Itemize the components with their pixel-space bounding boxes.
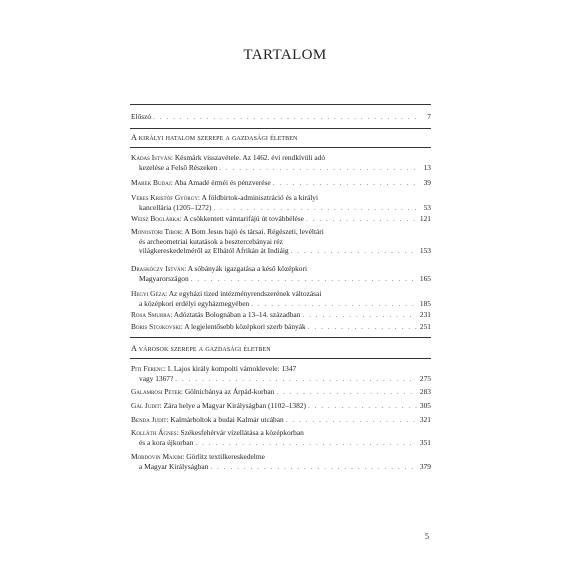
entry-author: Hegyi Géza: — [131, 289, 168, 298]
entry-title: kezelése a Felső Részeken — [139, 162, 218, 172]
toc-entry — [131, 178, 431, 188]
entry-title: Késmárk visszavétele. Az 1462. évi rendkívüli adó — [174, 153, 326, 162]
entry-page: 165 — [419, 273, 431, 283]
leader-dots — [213, 204, 417, 214]
leader-dots — [273, 179, 417, 189]
toc-entry — [131, 310, 431, 320]
section-rule — [130, 147, 431, 148]
toc-entry — [131, 322, 431, 332]
entry-page: 251 — [419, 322, 431, 331]
entry-author: Kolláth Ágnes: — [131, 428, 179, 437]
leader-dots — [308, 323, 417, 333]
leader-dots — [195, 439, 417, 449]
page-title: TARTALOM — [243, 47, 327, 63]
entry-author: Kádas István: — [131, 153, 173, 162]
toc-entry-foreword — [131, 112, 431, 122]
toc-entry — [131, 452, 431, 471]
entry-page: 7 — [427, 112, 431, 121]
leader-dots — [153, 113, 417, 123]
toc-entry — [131, 401, 431, 411]
entry-author: Gál Judit: — [131, 401, 162, 410]
section-heading: A városok szerepe a gazdasági életben — [131, 344, 271, 353]
entry-author: Boris Stojkovski: — [131, 322, 183, 331]
leader-dots — [286, 416, 417, 426]
top-rule — [130, 104, 431, 105]
leader-dots — [306, 215, 417, 225]
entry-page: 13 — [423, 162, 431, 172]
toc-entry — [131, 214, 431, 224]
toc-entry — [131, 227, 431, 256]
entry-title: I. Lajos király kompolti vámoklevele: 1347 — [167, 364, 297, 373]
toc-entry — [131, 387, 431, 397]
entry-page: 305 — [419, 401, 431, 410]
entry-title: A csökkentett vámtarifájú út továbbélése — [183, 214, 304, 223]
section-rule — [130, 128, 431, 129]
leader-dots — [276, 388, 417, 398]
entry-page: 283 — [419, 387, 431, 396]
toc-entry — [131, 364, 431, 383]
entry-author: Benda Judit: — [131, 415, 169, 424]
leader-dots — [175, 375, 417, 385]
entry-title: Előszó — [131, 112, 152, 121]
entry-page: 275 — [419, 373, 431, 383]
entry-page: 53 — [423, 202, 431, 212]
entry-title: a Magyar Királyságban — [139, 461, 209, 471]
entry-author: Rosa Smurra: — [131, 310, 173, 319]
page-number: 5 — [425, 532, 429, 541]
leader-dots — [210, 463, 417, 473]
entry-page: 121 — [419, 214, 431, 223]
toc-entry — [131, 415, 431, 425]
toc-entry — [131, 153, 431, 172]
entry-author: Mordovin Maxim: — [131, 452, 185, 461]
entry-title: Székesfehérvár vízellátása a középkorban — [180, 428, 304, 437]
entry-page: 321 — [419, 415, 431, 424]
entry-title: vagy 1367? — [139, 373, 174, 383]
section-rule — [130, 358, 431, 359]
leader-dots — [191, 275, 417, 285]
entry-page: 379 — [419, 461, 431, 471]
entry-author: Piti Ferenc: — [131, 364, 166, 373]
entry-title: Az egyházi tized intézményrendszerének változásai — [168, 289, 322, 298]
entry-title: és archeometriai kutatások a besztercebányai réz — [139, 236, 283, 246]
entry-page: 351 — [419, 437, 431, 447]
entry-title: A Bom Jesus hajó és társai. Régészeti, levéltári — [184, 227, 324, 236]
leader-dots — [302, 311, 417, 321]
toc-entry — [131, 193, 431, 212]
leader-dots — [308, 402, 417, 412]
toc-entry — [131, 264, 431, 283]
entry-author: Weisz Boglárka: — [131, 214, 182, 223]
entry-page: 153 — [419, 246, 431, 255]
toc-entry — [131, 428, 431, 447]
entry-page: 39 — [423, 178, 431, 187]
entry-author: Draskóczy István: — [131, 264, 187, 273]
entry-author: Monostori Tibor: — [131, 227, 183, 236]
entry-title: kancellária (1205–1272) — [139, 202, 212, 212]
section-rule — [130, 337, 431, 338]
section-heading: A királyi hatalom szerepe a gazdasági életben — [131, 133, 298, 142]
entry-title: A sóbányák igazgatása a késő középkori — [187, 264, 308, 273]
entry-title: világkereskedelméről az Elbától Afrikán át Indiáig — [139, 246, 289, 255]
entry-author: Marek Budaj: — [131, 178, 173, 187]
entry-title: a középkori erdélyi egyházmegyében — [139, 298, 250, 308]
entry-title: Kalmárboltok a budai Kalmár utcában — [170, 415, 284, 424]
entry-page: 231 — [419, 310, 431, 319]
entry-title: A földbirtok-adminisztráció és a királyi — [201, 193, 319, 202]
entry-author: Galambosi Péter: — [131, 387, 183, 396]
entry-title: Magyarországon — [139, 273, 189, 283]
entry-title: és a kora újkorban — [139, 437, 194, 447]
entry-title: Görlitz textilkereskedelme — [186, 452, 265, 461]
entry-title: Aba Amadé érméi és pénzverése — [174, 178, 271, 187]
leader-dots — [291, 247, 417, 257]
entry-title: A legjelentősebb középkori szerb bányák — [184, 322, 306, 331]
entry-title: Zára helye a Magyar Királyságban (1102–1382) — [163, 401, 306, 410]
entry-title: Gölnicbánya az Árpád-korban — [184, 387, 275, 396]
entry-author: Veres Kristóf György: — [131, 193, 200, 202]
entry-title: Adóztatás Bolognában a 13–14. században — [173, 310, 301, 319]
entry-page: 185 — [419, 298, 431, 308]
leader-dots — [219, 164, 417, 174]
toc-entry — [131, 289, 431, 308]
leader-dots — [251, 300, 417, 310]
